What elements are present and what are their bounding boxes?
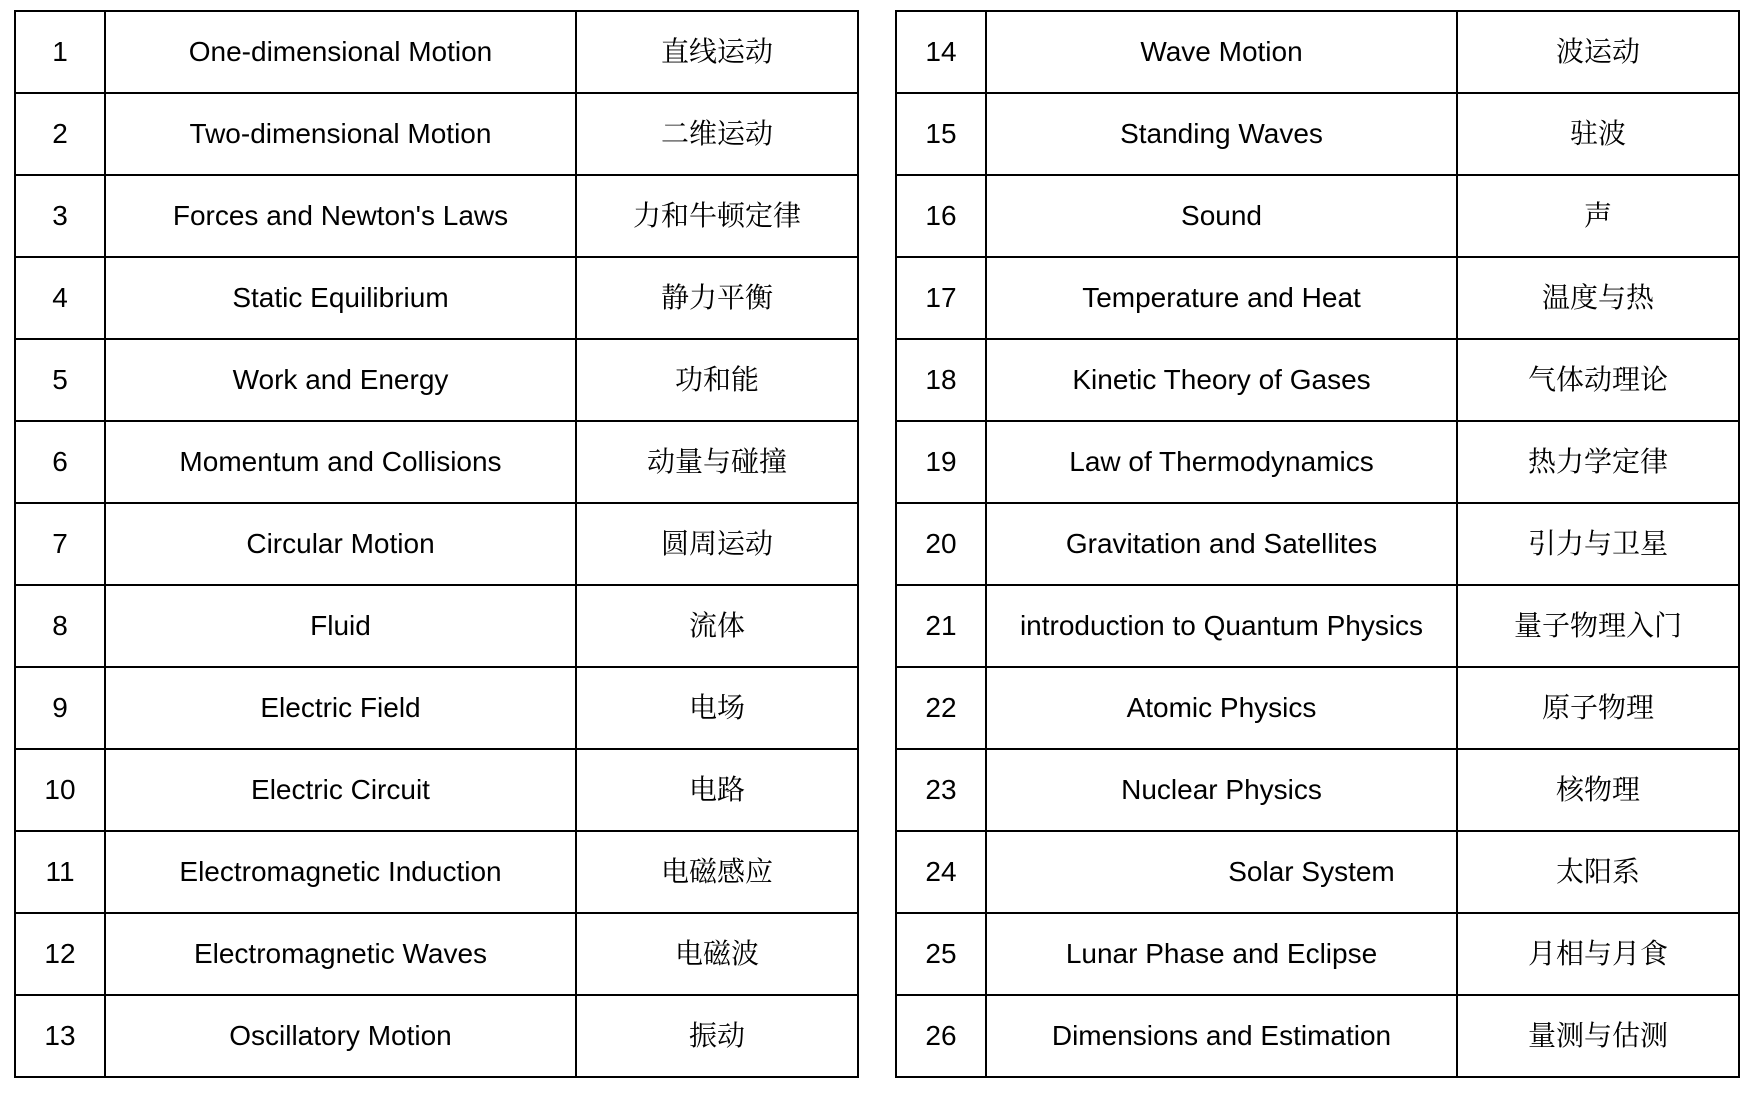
- row-number: 9: [15, 667, 105, 749]
- topic-english: Electric Field: [105, 667, 576, 749]
- topic-english: Wave Motion: [986, 11, 1457, 93]
- table-row: [896, 93, 1739, 175]
- row-number: 13: [15, 995, 105, 1077]
- row-number: 16: [896, 175, 986, 257]
- row-number: 25: [896, 913, 986, 995]
- topic-english: Solar System: [986, 831, 1457, 913]
- topic-chinese: 电场: [576, 667, 858, 749]
- row-number: 5: [15, 339, 105, 421]
- table-row: [896, 503, 1739, 585]
- table-row: [896, 421, 1739, 503]
- row-number: 23: [896, 749, 986, 831]
- topic-english: Lunar Phase and Eclipse: [986, 913, 1457, 995]
- row-number: 17: [896, 257, 986, 339]
- table-row: [896, 995, 1739, 1077]
- topic-chinese: 流体: [576, 585, 858, 667]
- table-row: [896, 257, 1739, 339]
- table-row: [15, 339, 858, 421]
- row-number: 2: [15, 93, 105, 175]
- topic-english: Forces and Newton's Laws: [105, 175, 576, 257]
- topic-english: introduction to Quantum Physics: [986, 585, 1457, 667]
- topic-english: Fluid: [105, 585, 576, 667]
- topic-english: Oscillatory Motion: [105, 995, 576, 1077]
- table-row: [896, 913, 1739, 995]
- topics-table-left: [14, 10, 859, 1078]
- topic-english: Atomic Physics: [986, 667, 1457, 749]
- table-row: [15, 257, 858, 339]
- row-number: 22: [896, 667, 986, 749]
- topic-english: Law of Thermodynamics: [986, 421, 1457, 503]
- topic-english: Standing Waves: [986, 93, 1457, 175]
- topic-chinese: 量子物理入门: [1457, 585, 1739, 667]
- topic-chinese: 二维运动: [576, 93, 858, 175]
- topic-chinese: 月相与月食: [1457, 913, 1739, 995]
- row-number: 18: [896, 339, 986, 421]
- row-number: 6: [15, 421, 105, 503]
- row-number: 8: [15, 585, 105, 667]
- topic-english: Circular Motion: [105, 503, 576, 585]
- row-number: 20: [896, 503, 986, 585]
- topic-chinese: 声: [1457, 175, 1739, 257]
- topic-english: Work and Energy: [105, 339, 576, 421]
- topic-english: Gravitation and Satellites: [986, 503, 1457, 585]
- topic-chinese: 热力学定律: [1457, 421, 1739, 503]
- topic-chinese: 引力与卫星: [1457, 503, 1739, 585]
- topics-table-left-body: [15, 11, 858, 1077]
- table-row: [896, 749, 1739, 831]
- topic-chinese: 电磁波: [576, 913, 858, 995]
- topic-english: Kinetic Theory of Gases: [986, 339, 1457, 421]
- row-number: 11: [15, 831, 105, 913]
- topic-chinese: 圆周运动: [576, 503, 858, 585]
- table-row: [15, 749, 858, 831]
- topic-chinese: 核物理: [1457, 749, 1739, 831]
- topic-chinese: 波运动: [1457, 11, 1739, 93]
- topic-english: Momentum and Collisions: [105, 421, 576, 503]
- topic-chinese: 静力平衡: [576, 257, 858, 339]
- table-row: [15, 667, 858, 749]
- topics-table-right-body: [896, 11, 1739, 1077]
- topic-chinese: 太阳系: [1457, 831, 1739, 913]
- table-row: [896, 585, 1739, 667]
- row-number: 15: [896, 93, 986, 175]
- topic-english: Sound: [986, 175, 1457, 257]
- topic-chinese: 原子物理: [1457, 667, 1739, 749]
- row-number: 7: [15, 503, 105, 585]
- table-row: [15, 831, 858, 913]
- topics-table-right: [895, 10, 1740, 1078]
- table-row: [15, 913, 858, 995]
- table-row: [896, 339, 1739, 421]
- table-row: [15, 175, 858, 257]
- topic-chinese: 力和牛顿定律: [576, 175, 858, 257]
- topic-english: Two-dimensional Motion: [105, 93, 576, 175]
- table-row: [15, 995, 858, 1077]
- topic-chinese: 动量与碰撞: [576, 421, 858, 503]
- row-number: 24: [896, 831, 986, 913]
- table-row: [15, 585, 858, 667]
- topic-english: Dimensions and Estimation: [986, 995, 1457, 1077]
- table-row: [15, 421, 858, 503]
- topic-chinese: 振动: [576, 995, 858, 1077]
- row-number: 4: [15, 257, 105, 339]
- topic-english: Static Equilibrium: [105, 257, 576, 339]
- topic-chinese: 驻波: [1457, 93, 1739, 175]
- row-number: 3: [15, 175, 105, 257]
- table-row: [896, 175, 1739, 257]
- row-number: 10: [15, 749, 105, 831]
- row-number: 12: [15, 913, 105, 995]
- row-number: 21: [896, 585, 986, 667]
- topic-chinese: 电路: [576, 749, 858, 831]
- topic-english: Temperature and Heat: [986, 257, 1457, 339]
- row-number: 19: [896, 421, 986, 503]
- table-row: [15, 11, 858, 93]
- topic-english: Electromagnetic Waves: [105, 913, 576, 995]
- topic-chinese: 直线运动: [576, 11, 858, 93]
- topic-english: Electromagnetic Induction: [105, 831, 576, 913]
- table-row: [15, 503, 858, 585]
- topic-chinese: 电磁感应: [576, 831, 858, 913]
- table-row: [896, 831, 1739, 913]
- row-number: 26: [896, 995, 986, 1077]
- row-number: 14: [896, 11, 986, 93]
- topic-english: Nuclear Physics: [986, 749, 1457, 831]
- table-row: [15, 93, 858, 175]
- row-number: 1: [15, 11, 105, 93]
- topic-english: Electric Circuit: [105, 749, 576, 831]
- topic-chinese: 温度与热: [1457, 257, 1739, 339]
- topic-chinese: 量测与估测: [1457, 995, 1739, 1077]
- topic-chinese: 功和能: [576, 339, 858, 421]
- table-row: [896, 11, 1739, 93]
- topic-chinese: 气体动理论: [1457, 339, 1739, 421]
- table-row: [896, 667, 1739, 749]
- topic-english: One-dimensional Motion: [105, 11, 576, 93]
